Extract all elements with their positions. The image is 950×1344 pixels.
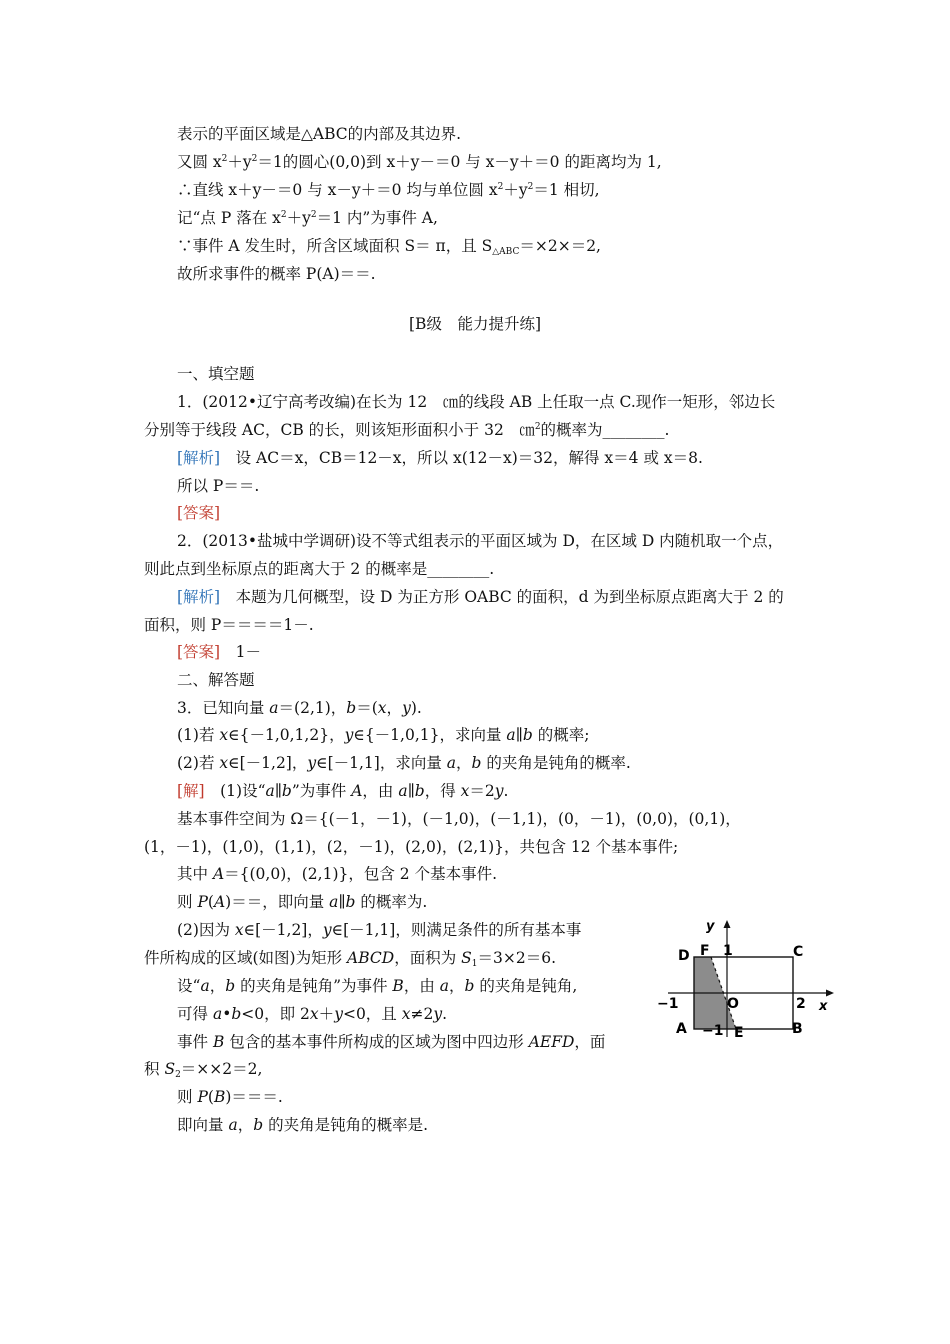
text-line: 面积，则 P＝＝＝＝1－. [144, 616, 314, 634]
label-b: B [792, 1021, 803, 1037]
text-line: 积 $S_2=\times\times 2=2$, [144, 1060, 263, 1080]
label-two: 2 [796, 996, 806, 1012]
text-line: 记“点 P 落在 $x^2+y^2=1$ 内”为事件 A, [177, 209, 438, 227]
text-line: 所以 P＝＝. [177, 477, 260, 495]
solution-tag: [解] [177, 782, 205, 800]
text-line: 分别等于线段 AC，CB 的长，则该矩形面积小于 32 ㎝$^2$的概率为________. [144, 421, 670, 439]
heading-solve: 二、解答题 [177, 671, 255, 689]
section-title: [B级 能力提升练] [409, 315, 541, 333]
text-line: 故所求事件的概率 P(A)＝＝. [177, 265, 376, 283]
label-one: 1 [723, 943, 733, 959]
text-line: ∴直线 x＋y－＝0 与 x－y＋＝0 均与单位圆 $x^2+y^2=1$ 相切, [177, 181, 600, 199]
analysis-line: [解析] 本题为几何概型，设 D 为正方形 OABC 的面积，d 为到坐标原点距离大于 2 的 [177, 588, 784, 606]
label-o: O [727, 996, 739, 1012]
analysis-tag: [解析] [177, 588, 221, 606]
text-line: (2)因为 x∈[－1,2]，y∈[－1,1]，则满足条件的所有基本事 [177, 921, 582, 939]
text-line: ∵事件 A 发生时，所含区域面积 S＝ π，且 $S_{\triangle ABC}=\times 2\times=2$, [177, 237, 601, 257]
text-line: (1)若 x∈{－1,0,1,2}，y∈{－1,0,1}，求向量 a∥b 的概率; [177, 726, 590, 744]
text-line: 事件 B 包含的基本事件所构成的区域为图中四边形 AEFD，面 [177, 1033, 606, 1051]
label-neg1-y: −1 [702, 1023, 724, 1039]
label-d: D [678, 948, 690, 964]
y-axis-arrow-icon [724, 920, 731, 928]
text-line: (1，－1)，(1,0)，(1,1)，(2，－1)，(2,0)，(2,1)}，共包含 12 个基本事件; [144, 838, 679, 856]
answer-line [177, 503, 220, 523]
text-line: 件所构成的区域(如图)为矩形 ABCD，面积为 $S_1=3\times 2=6$. [144, 949, 556, 969]
answer-tag: [答案] [177, 643, 221, 661]
region-figure [648, 912, 838, 1042]
label-c: C [793, 944, 804, 960]
analysis-tag: [解析] [177, 449, 221, 467]
label-f: F [700, 943, 710, 959]
text-line: 可得 a•b<0，即 2x＋y<0，且 x≠2y. [177, 1005, 448, 1023]
label-e: E [734, 1025, 744, 1041]
analysis-line: [解析] 设 AC＝x，CB＝12－x，所以 x(12－x)＝32，解得 x＝4 或 x＝8. [177, 449, 703, 467]
text-line: 则 P(B)＝＝＝. [177, 1088, 283, 1106]
text-line: 即向量 a，b 的夹角是钝角的概率是. [177, 1116, 428, 1134]
text-line: 表示的平面区域是△ABC的内部及其边界. [177, 125, 462, 143]
question-2: 2．(2013•盐城中学调研)设不等式组表示的平面区域为 D，在区域 D 内随机取一个点， [177, 532, 784, 550]
heading-fill-in: 一、填空题 [177, 365, 255, 383]
text-line: 又圆 $x^2+y^2=1$的圆心(0,0)到 x＋y－＝0 与 x－y＋＝0 的距离均为 1, [177, 153, 662, 171]
label-x: x [819, 999, 828, 1014]
answer-tag: [答案] [177, 504, 221, 522]
question-3: 3．已知向量 a＝(2,1)，b＝(x，y). [177, 699, 422, 717]
label-y: y [706, 919, 715, 934]
text-line: 设“a，b 的夹角是钝角”为事件 B，由 a，b 的夹角是钝角, [177, 977, 578, 995]
text-line: 则此点到坐标原点的距离大于 2 的概率是________. [144, 560, 495, 578]
question-1: 1．(2012•辽宁高考改编)在长为 12 ㎝的线段 AB 上任取一点 C.现作一矩形，邻边长 [177, 393, 776, 411]
text-line: 则 P(A)＝＝，即向量 a∥b 的概率为. [177, 893, 428, 911]
x-axis-arrow-icon [826, 990, 834, 997]
text-line: 基本事件空间为 Ω＝{(－1，－1)，(－1,0)，(－1,1)，(0，－1)，(0,0)，(0,1)， [177, 810, 741, 828]
label-neg1-x: −1 [657, 996, 679, 1012]
text-line: (2)若 x∈[－1,2]，y∈[－1,1]，求向量 a，b 的夹角是钝角的概率. [177, 754, 631, 772]
solution-line: [解] (1)设“a∥b”为事件 A，由 a∥b，得 x＝2y. [177, 782, 509, 800]
label-a: A [676, 1021, 687, 1037]
text-line: 其中 A＝{(0,0)，(2,1)}，包含 2 个基本事件. [177, 865, 497, 883]
answer-line: [答案] 1－ [177, 643, 261, 661]
